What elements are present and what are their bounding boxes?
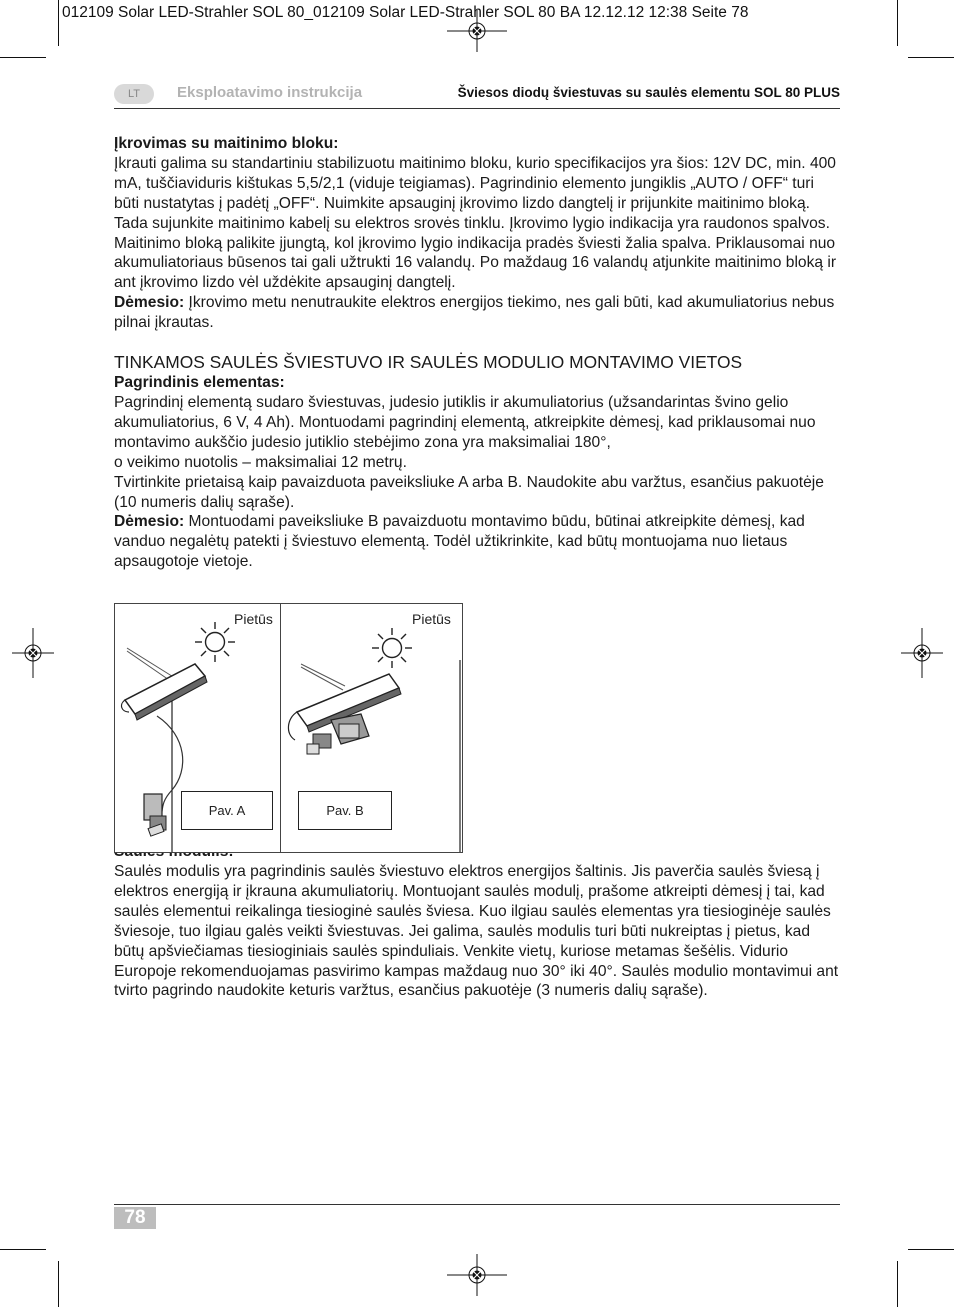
printer-slug-line: 012109 Solar LED-Strahler SOL 80_012109 Solar LED-Strahler SOL 80 BA 12.12.12 12:38 Seite 78 xyxy=(62,4,749,21)
crop-mark xyxy=(908,57,954,58)
crop-mark xyxy=(897,1261,898,1307)
south-label-a: Pietūs xyxy=(234,611,273,627)
figure-divider xyxy=(280,604,281,852)
note-label: Dėmesio: xyxy=(114,294,185,312)
language-badge: LT xyxy=(114,84,154,104)
crop-mark xyxy=(908,1249,954,1250)
registration-mark-icon xyxy=(447,10,507,52)
main-content xyxy=(114,134,842,1001)
south-label-b: Pietūs xyxy=(412,611,451,627)
note-text: Įkrovimo metu nenutraukite elektros energijos tiekimo, nes gali būti, kad akumuliatorius nebus pilnai įkrautas. xyxy=(114,294,835,332)
registration-mark-icon xyxy=(901,628,943,678)
paragraph-solar-module: Saulės modulis yra pagrindinis saulės šviestuvo elektros energijos šaltinis. Jis paverčia saulės šviesą į elektros energiją ir įkrauna akumuliatorių. Montuojant saulės modulį, prašome atkreipti dėmesį į tai, kad saulės elementui reikalinga tiesioginė saulės šviesa. Kuo ilgiau saulės elementas yra tiesioginėje saulės šviesoje, tuo ilgiau galės veikti šviestuvas. Jei galima, saulės modulis turi būti nukreiptas į pietus, kad būtų apšviečiamas tiesioginiais saulės spinduliais. Venkite vietų, kuriose metamas šešėlis. Vidurio Europoje rekomenduojamas pasvirimo kampas maždaug nuo 30° iki 40°. Saulės modulio montavimui ant tvirto pagrindo naudokite keturis varžtus, esančius pakuotėje (3 numeris dalių sąraše). xyxy=(114,863,839,1000)
note-text: Montuodami paveiksliuke B pavaizduotu montavimo būdu, būtinai atkreipkite dėmesį, kad vanduo negalėtų patekti į šviestuvo elementą. Todėl užtikrinkite, kad būtų montuojama nuo lietaus apsaugotoje vietoje. xyxy=(114,513,805,571)
paragraph-main-unit-range: o veikimo nuotolis – maksimaliai 12 metrų. xyxy=(114,453,407,471)
figure-caption-a: Pav. A xyxy=(181,791,273,830)
crop-mark xyxy=(0,57,46,58)
note-charging xyxy=(114,293,842,333)
subheading-main-unit: Pagrindinis elementas: xyxy=(114,374,285,392)
paragraph-mounting-screws: Tvirtinkite prietaisą kaip pavaizduota paveiksliuke A arba B. Naudokite abu varžtus, esančius pakuotėje (10 numeris dalių sąraše). xyxy=(114,473,824,511)
paragraph-charging: Įkrauti galima su standartiniu stabilizuotu maitinimo bloku, kurio specifikacijos yra šios: 12V DC, min. 400 mA, tuščiaviduris kištukas 5,5/2,1 (viduje teigiamas). Pagrindinio elemento jungiklis „AUTO / OFF“ turi būti nustatytas į padėtį „OFF“. Nuimkite apsauginį įkrovimo lizdo dangtelį ir prijunkite maitinimo bloką. Tada sujunkite maitinimo kabelį su elektros srovės tinklu. Įkrovimo lygio indikacija yra raudonos spalvos. Maitinimo bloką palikite įjungtą, kol įkrovimo lygio indikacija pradės šviesti žalia spalva. Priklausomai nuo akumuliatoriaus būsenos tai gali užtrukti 16 valandų. Po maždaug 16 valandų atjunkite maitinimo bloką ir ant įkrovimo lizdo vėl uždėkite apsauginį dangtelį. xyxy=(114,154,837,292)
crop-mark xyxy=(58,1261,59,1307)
header-product-title: Šviesos diodų šviestuvas su saulės elementu SOL 80 PLUS xyxy=(457,85,840,100)
header-manual-title: Eksploatavimo instrukcija xyxy=(177,84,363,101)
crop-mark xyxy=(897,0,898,46)
registration-mark-icon xyxy=(447,1254,507,1296)
section-heading-charging: Įkrovimas su maitinimo bloku: xyxy=(114,135,339,152)
header-divider xyxy=(114,108,840,109)
figure-caption-b: Pav. B xyxy=(298,791,392,830)
crop-mark xyxy=(58,0,59,46)
paragraph-main-unit: Pagrindinį elementą sudaro šviestuvas, judesio jutiklis ir akumuliatorius (užsandarintas švino gelio akumuliatorius, 6 V, 4 Ah). Montuodami pagrindinį elementą, atkreipkite dėmesį, kad priklausomai nuo montavimo aukščio judesio jutiklio stebėjimo zona yra maksimaliai 180°, xyxy=(114,393,816,451)
footer-divider xyxy=(114,1204,840,1205)
page-number: 78 xyxy=(114,1207,156,1229)
note-mounting xyxy=(114,512,842,572)
note-label: Dėmesio: xyxy=(114,513,185,531)
mounting-figure xyxy=(114,603,463,853)
crop-mark xyxy=(0,1249,46,1250)
registration-mark-icon xyxy=(12,628,54,678)
section-heading-mounting: TINKAMOS SAULĖS ŠVIESTUVO IR SAULĖS MODULIO MONTAVIMO VIETOS xyxy=(114,352,743,373)
